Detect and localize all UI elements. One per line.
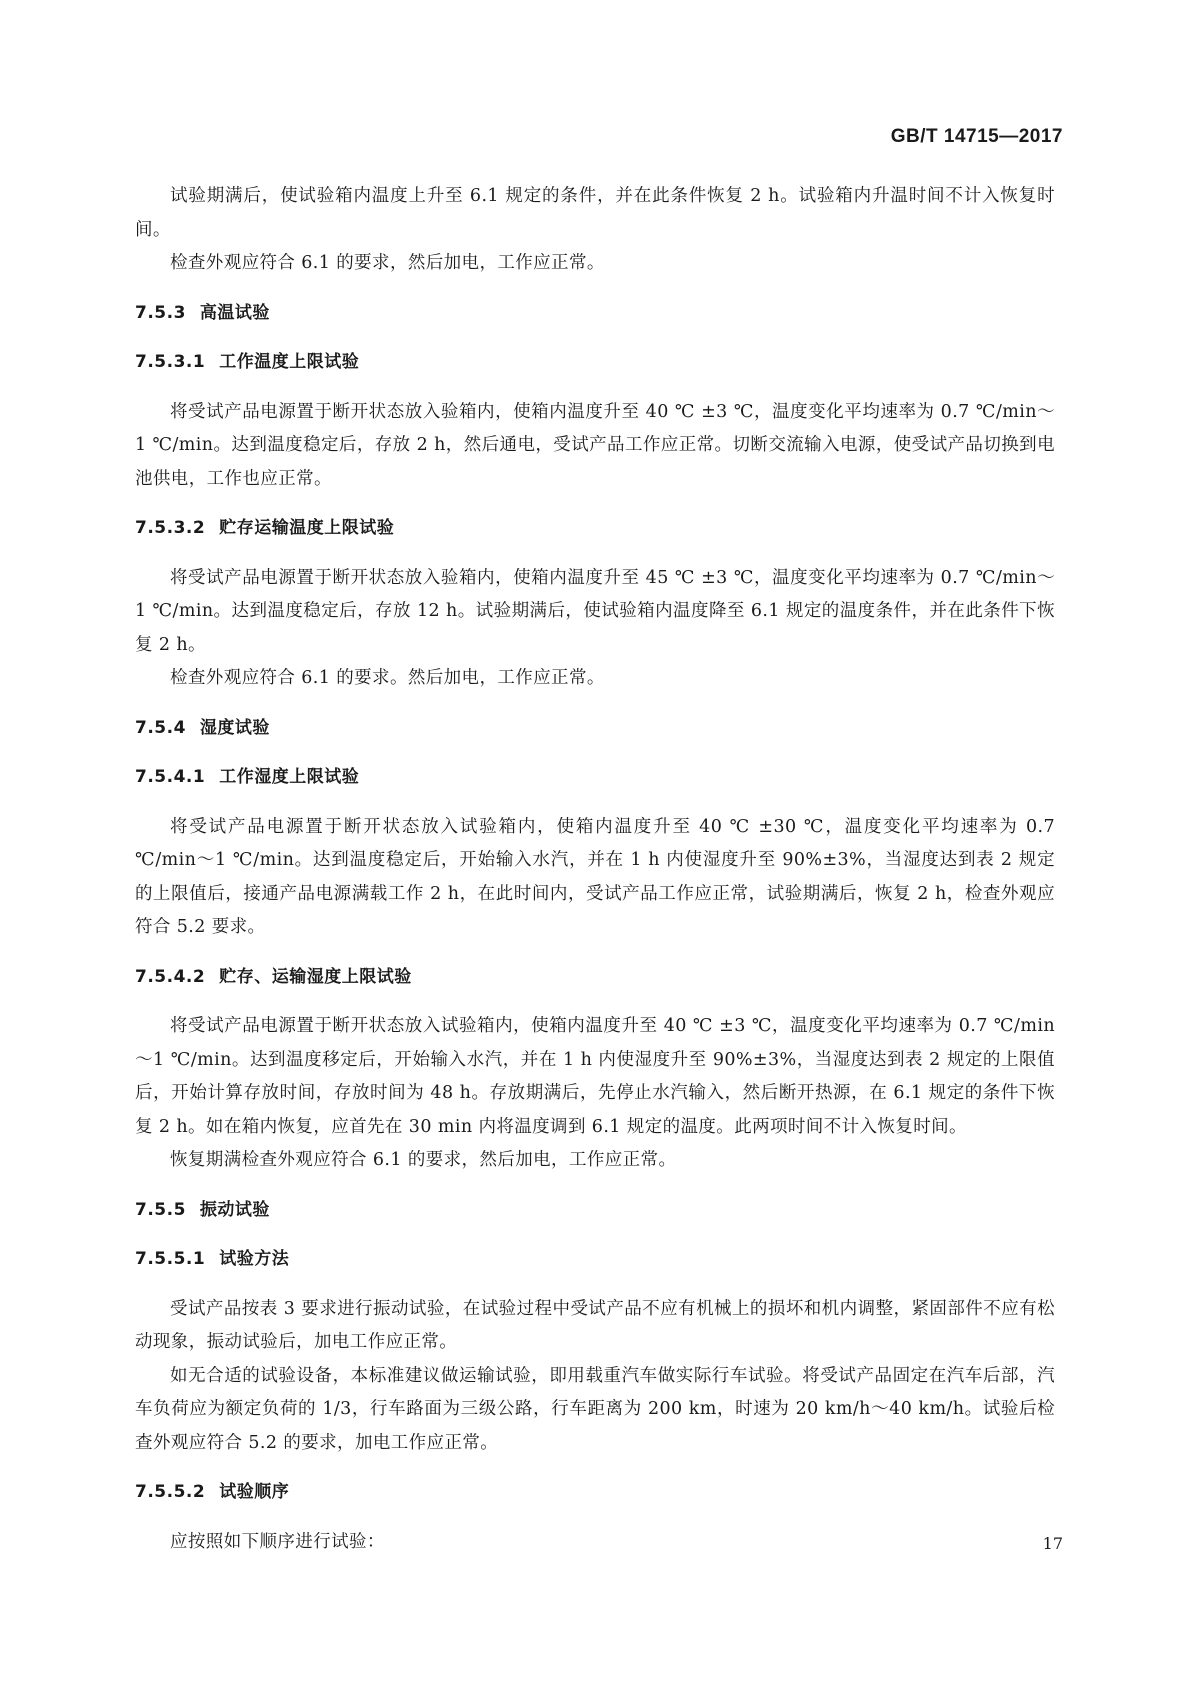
section-heading-7-5-4 (135, 712, 1055, 746)
section-number: 7.5.4 (135, 717, 186, 738)
section-heading-7-5-5-2 (135, 1476, 1055, 1510)
section-title: 湿度试验 (199, 717, 270, 738)
section-heading-7-5-4-2 (135, 961, 1055, 995)
section-number: 7.5.3.1 (135, 352, 206, 372)
paragraph-7-5-5-2-a: 应按照如下顺序进行试验： (170, 1531, 385, 1552)
section-heading-7-5-3-1 (135, 346, 1055, 380)
section-number: 7.5.4.1 (135, 767, 206, 787)
section-title: 贮存运输温度上限试验 (219, 518, 395, 538)
standard-code: GB/T 14715—2017 (890, 126, 1063, 147)
paragraph-7-5-5-1-a: 受试产品按表 3 要求进行振动试验，在试验过程中受试产品不应有机械上的损坏和机内调整，紧固部件不应有松动现象，振动试验后，加电工作应正常。 (135, 1298, 1055, 1352)
section-title: 高温试验 (199, 302, 270, 323)
section-heading-7-5-5-1 (135, 1243, 1055, 1277)
section-title: 贮存、运输湿度上限试验 (219, 966, 412, 987)
intro-paragraph-1: 试验期满后，使试验箱内温度上升至 6.1 规定的条件，并在此条件恢复 2 h。试验箱内升温时间不计入恢复时间。 (135, 186, 1055, 240)
section-heading-7-5-5 (135, 1194, 1055, 1228)
section-heading-7-5-3-2 (135, 512, 1055, 546)
intro-paragraph-2: 检查外观应符合 6.1 的要求，然后加电，工作应正常。 (170, 253, 605, 273)
section-heading-7-5-3 (135, 297, 1055, 331)
section-heading-7-5-4-1 (135, 761, 1055, 795)
section-number: 7.5.4.2 (135, 966, 206, 987)
section-title: 工作湿度上限试验 (219, 767, 360, 787)
section-number: 7.5.3.2 (135, 518, 206, 538)
section-number: 7.5.5.1 (135, 1249, 206, 1269)
section-title: 振动试验 (199, 1199, 270, 1220)
page-content (135, 180, 1055, 1559)
section-number: 7.5.5 (135, 1199, 186, 1220)
section-title: 试验方法 (219, 1249, 290, 1269)
section-number: 7.5.5.2 (135, 1482, 206, 1502)
paragraph-7-5-4-2-b: 恢复期满检查外观应符合 6.1 的要求，然后加电，工作应正常。 (170, 1150, 677, 1170)
paragraph-7-5-3-1-a: 将受试产品电源置于断开状态放入验箱内，使箱内温度升至 40 ℃ ±3 ℃，温度变化平均速率为 0.7 ℃/min～1 ℃/min。达到温度稳定后，存放 2 h，然后通电，受试产品工作应正常。切断交流输入电源，使受试产品切换到电池供电，工作也应正常。 (135, 401, 1055, 489)
paragraph-7-5-3-2-a: 将受试产品电源置于断开状态放入验箱内，使箱内温度升至 45 ℃ ±3 ℃，温度变化平均速率为 0.7 ℃/min～1 ℃/min。达到温度稳定后，存放 12 h。试验期满后，使试验箱内温度降至 6.1 规定的温度条件，并在此条件下恢复 2 h。 (135, 567, 1055, 655)
paragraph-7-5-3-2-b: 检查外观应符合 6.1 的要求。然后加电，工作应正常。 (170, 668, 605, 688)
section-number: 7.5.3 (135, 302, 186, 323)
section-title: 试验顺序 (219, 1482, 290, 1502)
paragraph-7-5-4-1-a: 将受试产品电源置于断开状态放入试验箱内，使箱内温度升至 40 ℃ ±30 ℃，温度变化平均速率为 0.7 ℃/min～1 ℃/min。达到温度稳定后，开始输入水汽，并在 1 h 内使湿度升至 90%±3%，当湿度达到表 2 规定的上限值后，接通产品电源满载工作 2 h，在此时间内，受试产品工作应正常，试验期满后，恢复 2 h，检查外观应符合 5.2 要求。 (135, 816, 1055, 937)
section-title: 工作温度上限试验 (219, 352, 360, 372)
page-number: 17 (1042, 1534, 1063, 1553)
paragraph-7-5-5-1-b: 如无合适的试验设备，本标准建议做运输试验，即用载重汽车做实际行车试验。将受试产品固定在汽车后部，汽车负荷应为额定负荷的 1/3，行车路面为三级公路，行车距离为 200 km，时速为 20 km/h～40 km/h。试验后检查外观应符合 5.2 的要求，加电工作应正常。 (135, 1365, 1055, 1453)
paragraph-7-5-4-2-a: 将受试产品电源置于断开状态放入试验箱内，使箱内温度升至 40 ℃ ±3 ℃，温度变化平均速率为 0.7 ℃/min～1 ℃/min。达到温度移定后，开始输入水汽，并在 1 h 内使湿度升至 90%±3%，当湿度达到表 2 规定的上限值后，开始计算存放时间，存放时间为 48 h。存放期满后，先停止水汽输入，然后断开热源，在 6.1 规定的条件下恢复 2 h。如在箱内恢复，应首先在 30 min 内将温度调到 6.1 规定的温度。此两项时间不计入恢复时间。 (135, 1016, 1055, 1137)
